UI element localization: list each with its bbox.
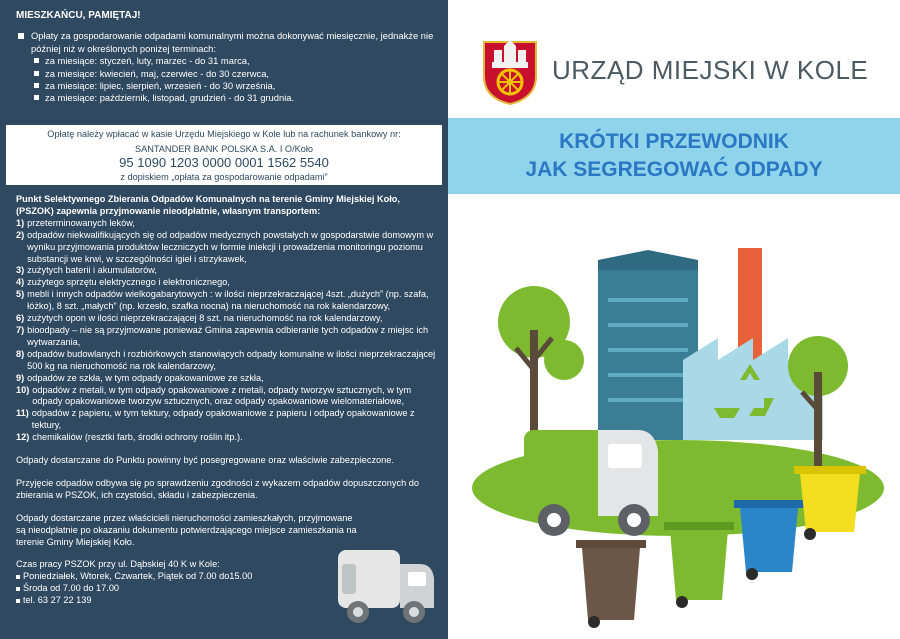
transfer-note: z dopiskiem „opłata za gospodarowanie odpadami” xyxy=(120,172,328,182)
brown-bin-icon xyxy=(576,540,646,628)
pszok-intro: Punkt Selektywnego Zbierania Odpadów Komunalnych na terenie Gminy Miejskiej Koło, (PSZOK) zapewnia przyjmowanie nieodpłatnie, własnym transportem: xyxy=(16,194,400,216)
hours-text: Środa od 7.00 do 17.00 xyxy=(23,583,120,594)
office-title: URZĄD MIEJSKI W KOLE xyxy=(552,55,869,85)
payment-terms-section xyxy=(0,0,448,105)
account-number: 95 1090 1203 0000 0001 1562 5540 xyxy=(119,155,329,170)
paragraph-segregation: Odpady dostarczane do Punktu powinny być posegregowane oraz właściwie zabezpieczone. xyxy=(16,455,394,466)
hours-text: tel. 63 27 22 139 xyxy=(23,595,92,606)
term-item xyxy=(34,55,434,67)
guide-title-line1: KRÓTKI PRZEWODNIK xyxy=(559,130,789,153)
term-text: za miesiące: styczeń, luty, marzec - do 31 marca, xyxy=(45,55,250,67)
term-item xyxy=(34,68,434,80)
accepted-waste-list xyxy=(16,218,438,444)
item-text: przeterminowanych leków, xyxy=(27,217,135,228)
item-number: 1) xyxy=(16,217,25,228)
list-item xyxy=(16,265,438,277)
item-number: 5) xyxy=(16,289,25,300)
list-item xyxy=(16,313,438,325)
hours-text: Poniedziałek, Wtorek, Czwartek, Piątek od 7.00 do15.00 xyxy=(23,571,253,582)
list-item xyxy=(16,218,438,230)
list-item xyxy=(16,325,438,349)
term-item xyxy=(34,92,434,104)
recycling-illustration xyxy=(448,230,900,639)
item-text: odpadów z papieru, w tym tektury, odpady opakowaniowe z papieru i odpady opakowaniowe z tektury, xyxy=(31,408,415,431)
list-item xyxy=(16,385,438,409)
square-bullet-icon xyxy=(34,58,39,63)
item-text: chemikaliów (resztki farb, środki ochrony roślin itp.). xyxy=(32,432,243,443)
item-number: 11) xyxy=(16,408,29,419)
square-bullet-icon xyxy=(16,575,20,579)
bank-instruction: Opłatę należy wpłacać w kasie Urzędu Miejskiego w Kole lub na rachunek bankowy nr: xyxy=(47,129,401,139)
blue-bin-icon xyxy=(734,500,804,580)
item-text: odpadów ze szkła, w tym odpady opakowaniowe ze szkła, xyxy=(27,372,264,383)
square-bullet-icon xyxy=(18,33,24,39)
hours-title: Czas pracy PSZOK przy ul. Dąbskiej 40 K w Kole: xyxy=(16,559,220,570)
square-bullet-icon xyxy=(34,71,39,76)
item-text: zużytego sprzętu elektrycznego i elektronicznego, xyxy=(27,277,230,288)
term-text: za miesiące: kwiecień, maj, czerwiec - do 30 czerwca, xyxy=(45,67,270,79)
item-number: 2) xyxy=(16,229,25,240)
yellow-bin-icon xyxy=(794,466,866,540)
square-bullet-icon xyxy=(16,599,20,603)
cover-panel xyxy=(448,0,900,639)
bank-name: SANTANDER BANK POLSKA S.A. I O/Koło xyxy=(134,143,314,154)
intro-text: Opłaty za gospodarowanie odpadami komunalnymi można dokonywać miesięcznie, jednakże nie później niż w określonych poniżej terminach: xyxy=(31,30,434,54)
term-text: za miesiące: lipiec, sierpień, wrzesień - do 30 września, xyxy=(45,80,276,92)
coat-of-arms-icon xyxy=(482,40,538,106)
paragraph-free-acceptance: Odpady dostarczane przez właścicieli nieruchomości zamieszkałych, przyjmowane są nieodpłatnie po okazaniu dokumentu potwierdzającego miejsce zamieszkania na terenie Gminy Miejskiej Koło. xyxy=(16,512,357,547)
list-item xyxy=(16,230,438,266)
list-item xyxy=(16,432,438,444)
item-text: zużytych baterii i akumulatorów, xyxy=(27,265,157,276)
term-item xyxy=(34,80,434,92)
reminder-heading: MIESZKAŃCU, PAMIĘTAJ! xyxy=(16,10,141,21)
item-text: bioodpady – nie są przyjmowane ponieważ Gmina zapewnia odbieranie tych odpadów z miejsc ich wytwarzania, xyxy=(27,324,429,347)
item-number: 9) xyxy=(16,372,25,383)
item-number: 12) xyxy=(16,432,30,443)
item-number: 6) xyxy=(16,313,25,324)
bank-account-box xyxy=(6,125,442,185)
green-bin-icon xyxy=(664,522,734,608)
guide-title-line2: JAK SEGREGOWAĆ ODPADY xyxy=(525,158,823,181)
list-item xyxy=(16,349,438,373)
square-bullet-icon xyxy=(16,587,20,591)
item-number: 8) xyxy=(16,348,25,359)
terms-list xyxy=(16,55,434,105)
item-number: 7) xyxy=(16,324,25,335)
paragraph-verification: Przyjęcie odpadów odbywa się po sprawdzeniu zgodności z wykazem odpadów dopuszczonych do zbierania w PSZOK, ich czystości, składu i zabezpieczenia. xyxy=(16,477,419,500)
item-text: odpadów z metali, w tym odpady opakowaniowe z metali, odpady tworzyw sztucznych, w tym odpady opakowaniowe tworzyw sztucznych, oraz odpady opakowaniowe wielomateriałowe, xyxy=(32,384,412,407)
item-text: mebli i innych odpadów wielkogabarytowych : w ilości nieprzekraczającej 4szt. „dużych” (np. szafa, łóżko), 8 szt. „małych” (np. krzesło, szafka nocna) na nieruchomość na rok kalendarzowy, xyxy=(27,289,429,312)
intro-bullet xyxy=(16,30,434,55)
list-item xyxy=(16,277,438,289)
item-number: 10) xyxy=(16,384,30,395)
term-text: za miesiące: październik, listopad, grudzień - do 31 grudnia. xyxy=(45,92,295,104)
guide-title xyxy=(448,128,900,184)
garbage-truck-small-icon xyxy=(330,540,440,630)
list-item xyxy=(16,373,438,385)
info-panel xyxy=(0,0,448,639)
item-number: 4) xyxy=(16,277,25,288)
square-bullet-icon xyxy=(34,95,39,100)
item-number: 3) xyxy=(16,265,25,276)
square-bullet-icon xyxy=(34,83,39,88)
item-text: odpadów niekwalifikujących się od odpadów medycznych powstałych w gospodarstwie domowym w wyniku przyjmowania produktów leczniczych w formie iniekcji i prowadzenia monitoringu poziomu substancji we krwi, w szczególności igieł i strzykawek, xyxy=(27,229,434,264)
list-item xyxy=(16,408,438,432)
item-text: odpadów budowlanych i rozbiórkowych stanowiących odpady komunalne w ilości nieprzekraczającej 500 kg na nieruchomość na rok kalendarzowy, xyxy=(27,348,436,371)
list-item xyxy=(16,289,438,313)
item-text: zużytych opon w ilości nieprzekraczającej 8 szt. na nieruchomość na rok kalendarzowy, xyxy=(27,313,383,324)
